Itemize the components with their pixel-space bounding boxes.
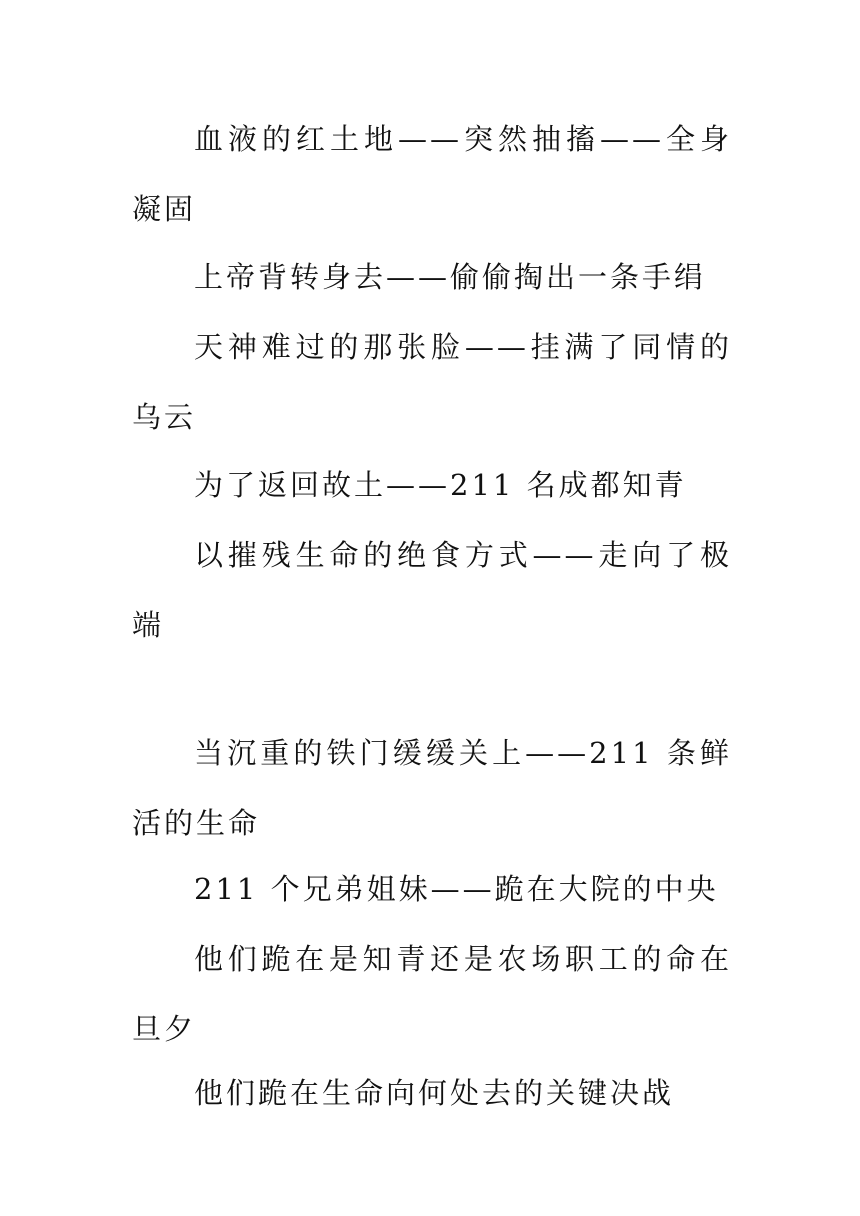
poem-line-5: 以摧残生命的绝食方式——走向了极端 xyxy=(132,538,732,642)
poem-line-8: 他们跪在是知青还是农场职工的命在旦夕 xyxy=(132,942,732,1046)
poem-line-3: 天神难过的那张脸——挂满了同情的乌云 xyxy=(132,330,732,434)
poem-line-6: 当沉重的铁门缓缓关上——211 条鲜活的生命 xyxy=(132,736,732,840)
poem-line-7: 211 个兄弟姐妹——跪在大院的中央 xyxy=(194,872,719,906)
poem-line-2: 上帝背转身去——偷偷掏出一条手绢 xyxy=(194,260,707,294)
poem-line-1: 血液的红土地——突然抽搐——全身凝固 xyxy=(132,122,732,226)
poem-line-4: 为了返回故土——211 名成都知青 xyxy=(194,468,687,502)
poem-line-9: 他们跪在生命向何处去的关键决战 xyxy=(194,1076,675,1110)
